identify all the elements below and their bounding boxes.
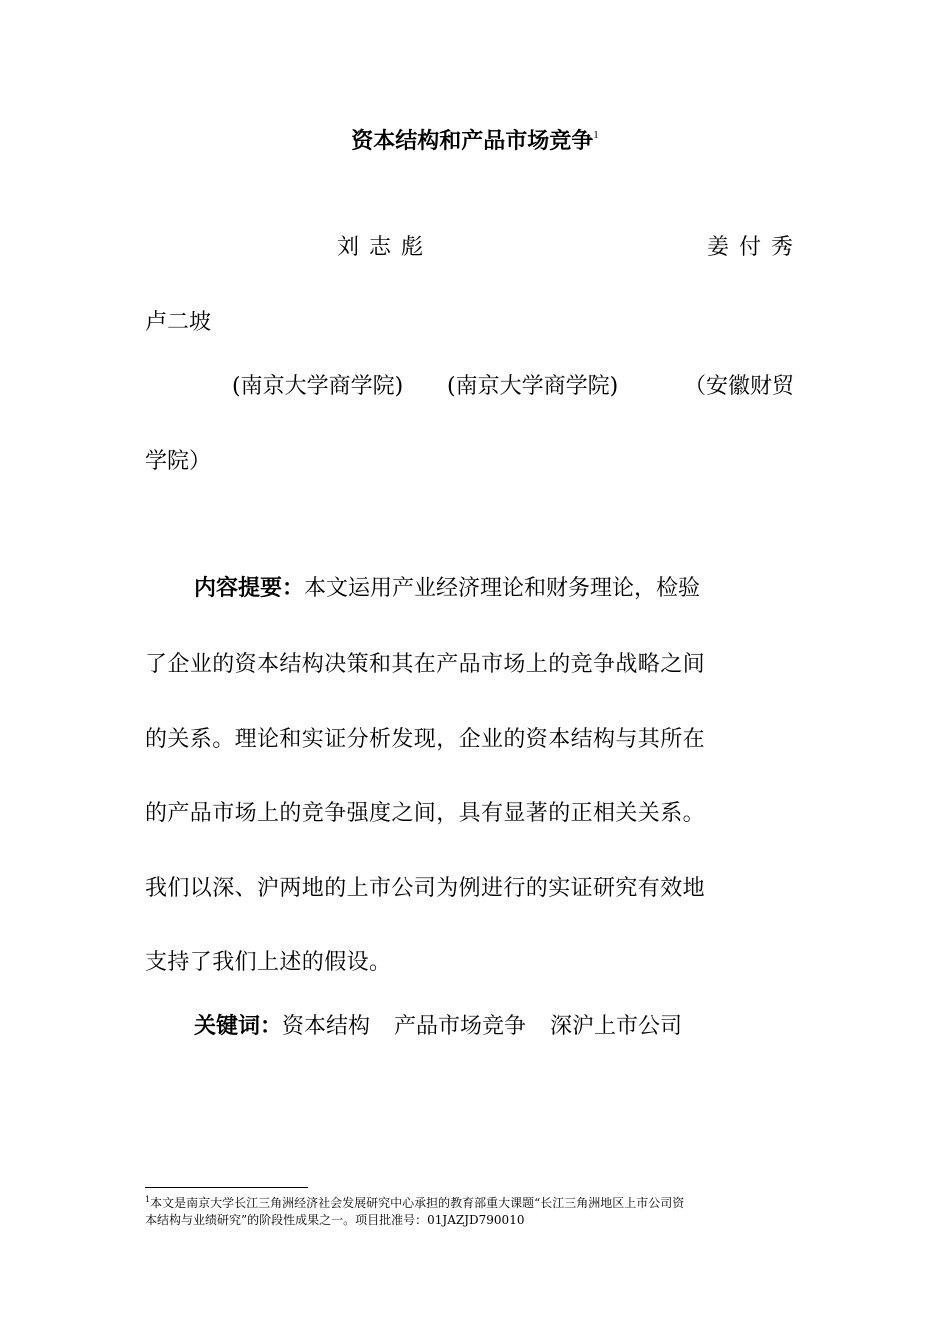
- footnote-separator: [145, 1187, 308, 1188]
- abstract-line: 我们以深、沪两地的上市公司为例进行的实证研究有效地: [145, 876, 706, 901]
- paper-title: [0, 126, 950, 158]
- author-name-2: 姜付秀: [707, 235, 804, 260]
- abstract-line: 支持了我们上述的假设。: [145, 950, 392, 975]
- author-name-3: 卢二坡: [145, 310, 212, 335]
- abstract-line: 的关系。理论和实证分析发现，企业的资本结构与其所在: [145, 727, 706, 752]
- abstract-first-line: [194, 573, 700, 605]
- keyword-item: 深沪上市公司: [550, 1014, 683, 1039]
- abstract-line: 了企业的资本结构决策和其在产品市场上的竞争战略之间: [145, 652, 706, 677]
- paper-title-text: 资本结构和产品市场竞争: [351, 129, 594, 154]
- footnote-marker: 1: [145, 1195, 151, 1204]
- abstract-line: 的产品市场上的竞争强度之间，具有显著的正相关关系。: [145, 801, 706, 826]
- affiliation-3-part1: （安徽财贸: [684, 374, 795, 399]
- footnote-line-1: [145, 1195, 805, 1212]
- title-footnote-marker: 1: [593, 129, 599, 141]
- author-name-1: 刘志彪: [337, 235, 434, 260]
- affiliation-1: (南京大学商学院): [232, 374, 404, 399]
- keyword-item: 产品市场竞争: [394, 1014, 527, 1039]
- affiliation-2: (南京大学商学院): [447, 374, 619, 399]
- keywords-line: [194, 1011, 682, 1043]
- keyword-item: 资本结构: [282, 1014, 371, 1039]
- abstract-label: 内容提要：: [194, 576, 305, 601]
- affiliation-3-part2: 学院）: [145, 449, 212, 474]
- footnote-text-1: 本文是南京大学长江三角洲经济社会发展研究中心承担的教育部重大课题“长江三角洲地区上市公司资: [150, 1196, 685, 1210]
- keywords-label: 关键词：: [194, 1014, 283, 1039]
- footnote: [145, 1195, 805, 1229]
- footnote-line-2: 本结构与业绩研究”的阶段性成果之一。项目批准号：01JAZJD790010: [145, 1213, 525, 1227]
- abstract-line: 本文运用产业经济理论和财务理论，检验: [304, 576, 701, 601]
